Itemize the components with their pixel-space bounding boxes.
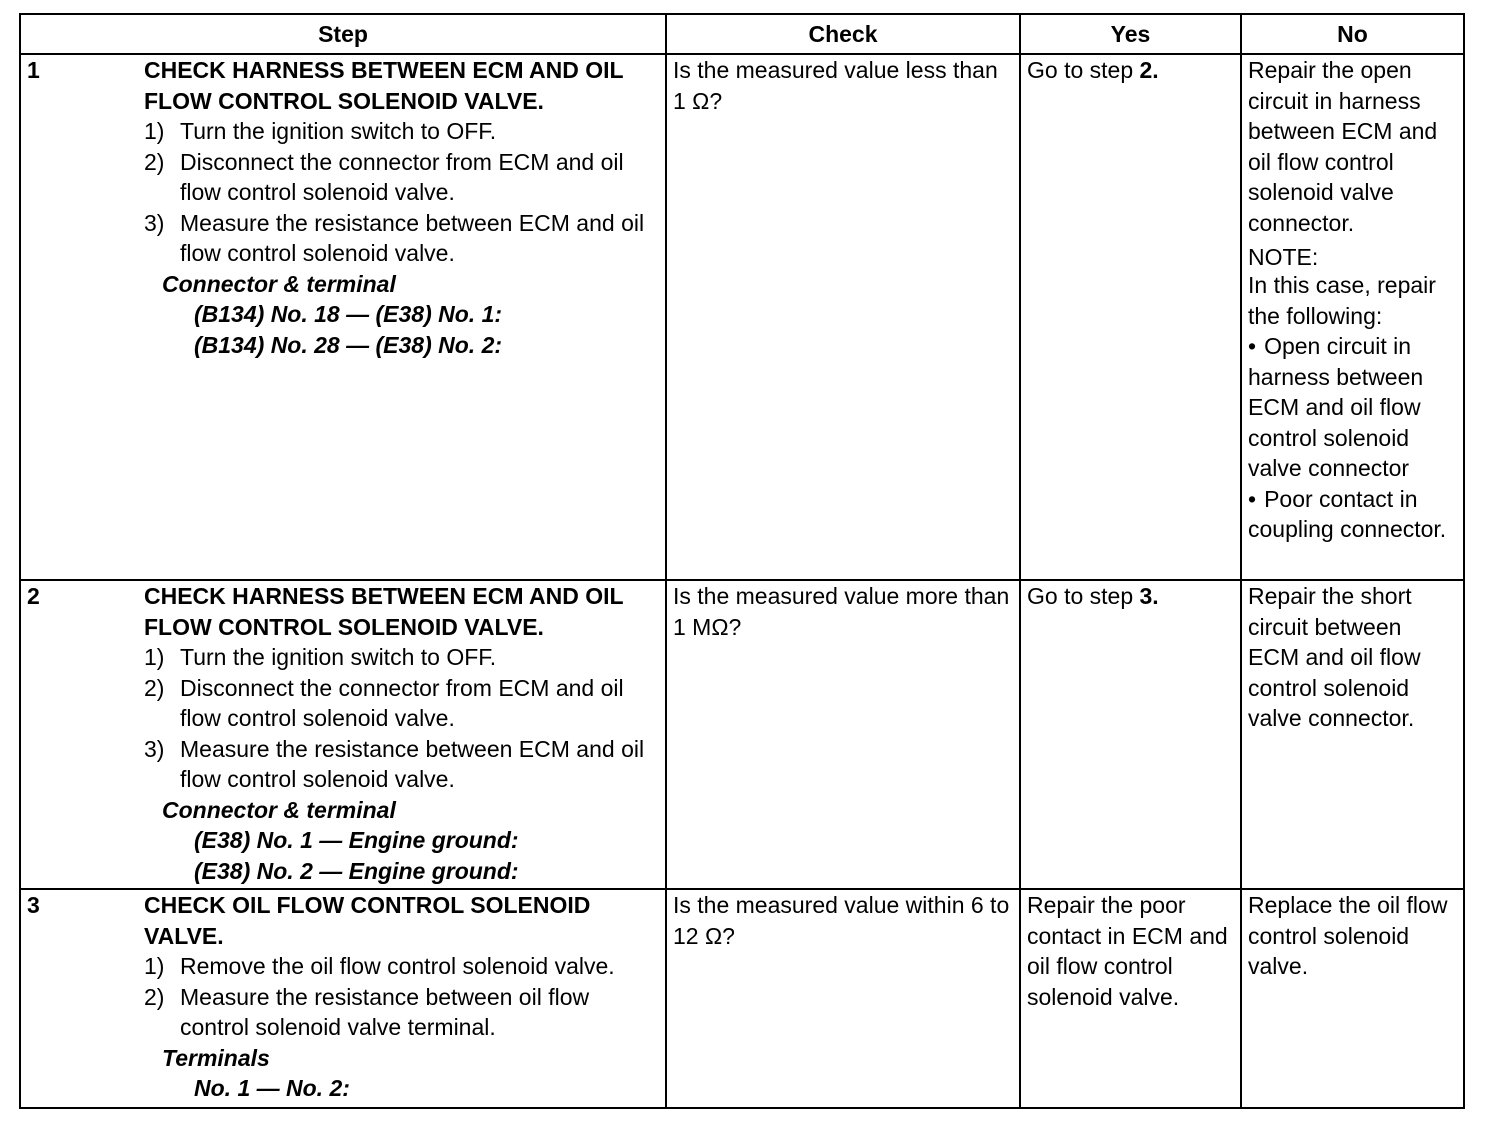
note-label: NOTE: bbox=[1248, 244, 1319, 270]
table-row bbox=[20, 580, 1464, 889]
step-cell bbox=[138, 889, 666, 1108]
step-number: 1 bbox=[20, 54, 138, 580]
substep-text: Disconnect the connector from ECM and oil flow control solenoid valve. bbox=[180, 674, 624, 731]
yes-step: 3. bbox=[1139, 583, 1159, 609]
substep-text: Measure the resistance between ECM and oil flow control solenoid valve. bbox=[180, 735, 645, 792]
table-row bbox=[20, 889, 1464, 1108]
substep bbox=[144, 951, 659, 982]
spec-title: Terminals bbox=[162, 1044, 270, 1071]
substep-list bbox=[144, 642, 659, 795]
step-cell bbox=[138, 54, 666, 580]
substep bbox=[144, 147, 659, 208]
no-cell: Repair the short circuit between ECM and oil flow control solenoid valve connector. bbox=[1241, 580, 1464, 889]
diagnostic-table bbox=[19, 13, 1465, 1109]
step-cell bbox=[138, 580, 666, 889]
substep-text: Measure the resistance between oil flow control solenoid valve terminal. bbox=[180, 983, 590, 1040]
substep bbox=[144, 208, 659, 269]
substep-index: 2) bbox=[144, 674, 165, 701]
spec-title: Connector & terminal bbox=[162, 270, 396, 297]
yes-step: 2. bbox=[1139, 57, 1159, 83]
header-check: Check bbox=[666, 14, 1020, 54]
substep-index: 3) bbox=[144, 209, 165, 236]
substep bbox=[144, 116, 659, 147]
substep-list bbox=[144, 116, 659, 269]
list-item bbox=[1248, 484, 1457, 545]
spec-line: (B134) No. 28 — (E38) No. 2: bbox=[194, 331, 503, 358]
step-title: CHECK HARNESS BETWEEN ECM AND OIL FLOW CONTROL SOLENOID VALVE. bbox=[144, 583, 624, 640]
check-cell: Is the measured value less than 1 Ω? bbox=[666, 54, 1020, 580]
yes-prefix: Go to step bbox=[1027, 583, 1140, 609]
header-step: Step bbox=[20, 14, 666, 54]
spec-line: (E38) No. 2 — Engine ground: bbox=[194, 857, 519, 884]
yes-cell: Repair the poor contact in ECM and oil flow control solenoid valve. bbox=[1020, 889, 1241, 1108]
bullet-icon: • bbox=[1248, 333, 1257, 359]
note-bullets bbox=[1248, 331, 1457, 545]
note-intro: In this case, repair the following: bbox=[1248, 272, 1436, 329]
no-cell: Replace the oil flow control solenoid valve. bbox=[1241, 889, 1464, 1108]
substep-index: 2) bbox=[144, 983, 165, 1010]
substep-index: 1) bbox=[144, 118, 165, 144]
header-yes: Yes bbox=[1020, 14, 1241, 54]
no-cell bbox=[1241, 54, 1464, 580]
substep-index: 2) bbox=[144, 148, 165, 175]
substep-text: Measure the resistance between ECM and oil flow control solenoid valve. bbox=[180, 209, 645, 266]
step-number: 3 bbox=[20, 889, 138, 1108]
substep-text: Turn the ignition switch to OFF. bbox=[180, 118, 497, 144]
list-item bbox=[1248, 331, 1457, 484]
check-cell: Is the measured value within 6 to 12 Ω? bbox=[666, 889, 1020, 1108]
substep-text: Remove the oil flow control solenoid valve. bbox=[180, 953, 615, 979]
substep-index: 3) bbox=[144, 735, 165, 762]
spec-line: (B134) No. 18 — (E38) No. 1: bbox=[194, 301, 503, 327]
table-row bbox=[20, 54, 1464, 580]
spec-line: No. 1 — No. 2: bbox=[194, 1075, 350, 1101]
yes-prefix: Go to step bbox=[1027, 57, 1140, 83]
bullet-icon: • bbox=[1248, 485, 1257, 512]
header-row bbox=[20, 14, 1464, 54]
header-no: No bbox=[1241, 14, 1464, 54]
bullet-text: Poor contact in coupling connector. bbox=[1248, 485, 1447, 542]
substep-index: 1) bbox=[144, 644, 165, 670]
substep-text: Disconnect the connector from ECM and oil flow control solenoid valve. bbox=[180, 148, 624, 205]
step-number: 2 bbox=[20, 580, 138, 889]
yes-cell bbox=[1020, 54, 1241, 580]
substep bbox=[144, 673, 659, 734]
substep-list bbox=[144, 951, 659, 1043]
no-text: Repair the open circuit in harness between ECM and oil flow control solenoid valve connector. bbox=[1248, 57, 1438, 236]
check-cell: Is the measured value more than 1 MΩ? bbox=[666, 580, 1020, 889]
spec-title: Connector & terminal bbox=[162, 796, 396, 823]
substep-text: Turn the ignition switch to OFF. bbox=[180, 644, 497, 670]
substep bbox=[144, 642, 659, 673]
substep bbox=[144, 982, 659, 1043]
step-title: CHECK OIL FLOW CONTROL SOLENOID VALVE. bbox=[144, 892, 591, 949]
yes-cell bbox=[1020, 580, 1241, 889]
substep-index: 1) bbox=[144, 953, 165, 979]
bullet-text: Open circuit in harness between ECM and oil flow control solenoid valve connector bbox=[1248, 333, 1424, 481]
spec-line: (E38) No. 1 — Engine ground: bbox=[194, 827, 519, 853]
step-title: CHECK HARNESS BETWEEN ECM AND OIL FLOW CONTROL SOLENOID VALVE. bbox=[144, 57, 624, 114]
substep bbox=[144, 734, 659, 795]
